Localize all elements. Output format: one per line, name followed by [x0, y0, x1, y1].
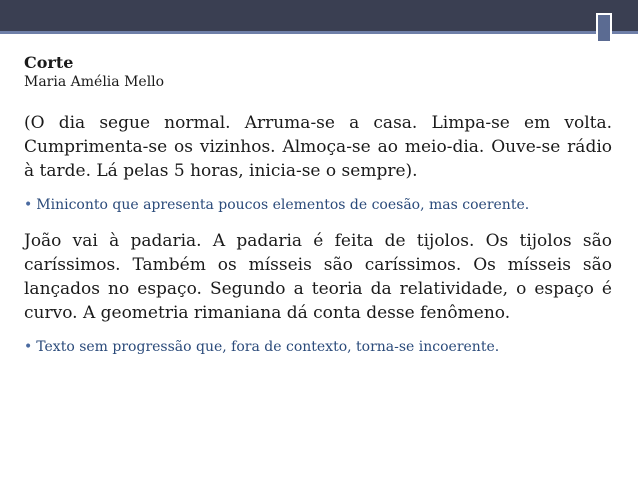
bullet-dot-icon: • — [24, 339, 33, 355]
slide-title: Corte — [24, 53, 74, 72]
corner-decoration — [596, 13, 612, 43]
bullet-2 — [24, 338, 612, 356]
paragraph-1: (O dia segue normal. Arruma-se a casa. Limpa-se em volta. Cumprimenta-se os vizinhos. Almoça-se ao meio-dia. Ouve-se rádio à tarde. Lá pelas 5 horas, inicia-se o sempre). — [24, 113, 612, 181]
bullet-1 — [24, 196, 612, 214]
slide-content — [24, 53, 612, 371]
slide-author: Maria Amélia Mello — [24, 74, 165, 90]
bullet-2-text: Texto sem progressão que, fora de contexto, torna-se incoerente. — [36, 339, 500, 355]
bullet-1-text: Miniconto que apresenta poucos elementos de coesão, mas coerente. — [36, 197, 530, 213]
paragraph-2: João vai à padaria. A padaria é feita de tijolos. Os tijolos são caríssimos. Também os mísseis são caríssimos. Os mísseis são lançados no espaço. Segundo a teoria da relatividade, o espaço é curvo. A geometria rimaniana dá conta desse fenômeno. — [24, 231, 612, 323]
accent-line — [0, 31, 638, 34]
top-bar — [0, 0, 638, 31]
bullet-dot-icon: • — [24, 197, 33, 213]
